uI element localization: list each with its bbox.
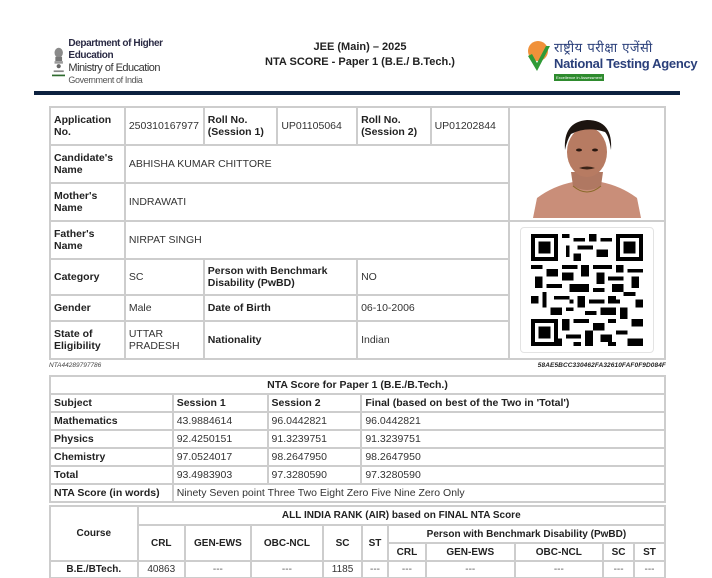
score-header-session1: Session 1 [173, 394, 268, 412]
dob-label: Date of Birth [204, 295, 357, 321]
pwbd-rank-obc-ncl: --- [515, 561, 604, 578]
score-header-final: Final (based on best of the Two in 'Total') [361, 394, 665, 412]
application-no-value: 250310167977 [125, 107, 204, 145]
subject-name: Total [50, 466, 173, 484]
category-label: Category [50, 259, 125, 295]
moe-line-1: Department of Higher Education [68, 38, 163, 61]
photo-cell [509, 107, 665, 221]
mother-name-label: Mother's Name [50, 183, 125, 221]
rank-row [50, 561, 665, 578]
pwbd-header-sc: SC [603, 543, 634, 561]
moe-line-3: Government of India [68, 75, 143, 85]
qr-cell [509, 221, 665, 359]
rank-header-crl: CRL [138, 525, 185, 561]
nta-hindi-name: राष्ट्रीय परीक्षा एजेंसी [554, 41, 653, 56]
all-india-rank-table [49, 505, 666, 578]
pwbd-rank-gen-ews: --- [426, 561, 515, 578]
pwbd-label: Person with Benchmark Disability (PwBD) [204, 259, 357, 295]
nta-logo [527, 38, 698, 82]
pwbd-header-st: ST [634, 543, 665, 561]
final-score: 96.0442821 [361, 412, 665, 430]
candidate-info-table [49, 106, 666, 360]
rank-obc-ncl: --- [251, 561, 323, 578]
reference-codes [49, 362, 666, 372]
document-header [0, 0, 712, 92]
candidate-photo [533, 110, 641, 218]
score-header-subject: Subject [50, 394, 173, 412]
final-score: 98.2647950 [361, 448, 665, 466]
pwbd-rank-st: --- [634, 561, 665, 578]
final-score: 91.3239751 [361, 430, 665, 448]
roll-session2-label: Roll No. (Session 2) [357, 107, 431, 145]
score-in-words-label: NTA Score (in words) [50, 484, 173, 502]
candidate-name-value: ABHISHA KUMAR CHITTORE [125, 145, 510, 183]
pwbd-header-crl: CRL [388, 543, 426, 561]
score-row [50, 430, 665, 448]
final-score: 97.3280590 [361, 466, 665, 484]
roll-session2-value: UP01202844 [431, 107, 510, 145]
qr-frame [520, 227, 654, 353]
session1-score: 43.9884614 [173, 412, 268, 430]
rank-course-header: Course [50, 506, 138, 561]
session2-score: 98.2647950 [268, 448, 362, 466]
pwbd-header-gen-ews: GEN-EWS [426, 543, 515, 561]
rank-gen-ews: --- [185, 561, 251, 578]
score-row [50, 466, 665, 484]
session1-score: 92.4250151 [173, 430, 268, 448]
gender-label: Gender [50, 295, 125, 321]
category-value: SC [125, 259, 204, 295]
score-table-title: NTA Score for Paper 1 (B.E./B.Tech.) [50, 376, 665, 394]
qr-code-icon [531, 234, 643, 346]
rank-sc: 1185 [323, 561, 362, 578]
nta-english-name: National Testing Agency [554, 56, 698, 71]
rank-crl: 40863 [138, 561, 185, 578]
candidate-name-label: Candidate's Name [50, 145, 125, 183]
moe-line-2: Ministry of Education [68, 62, 161, 74]
document-title [250, 40, 470, 70]
application-no-label: Application No. [50, 107, 125, 145]
subject-name: Physics [50, 430, 173, 448]
pwbd-header-obc-ncl: OBC-NCL [515, 543, 604, 561]
gender-value: Male [125, 295, 204, 321]
dob-value: 06-10-2006 [357, 295, 509, 321]
father-name-label: Father's Name [50, 221, 125, 259]
score-in-words-value: Ninety Seven point Three Two Eight Zero Five Nine Zero Only [173, 484, 665, 502]
nta-check-icon [527, 40, 551, 74]
reference-id: NTA44289797786 [49, 362, 102, 369]
subject-name: Chemistry [50, 448, 173, 466]
state-label: State of Eligibility [50, 321, 125, 359]
score-header-session2: Session 2 [268, 394, 362, 412]
subject-name: Mathematics [50, 412, 173, 430]
session2-score: 91.3239751 [268, 430, 362, 448]
national-emblem-icon [52, 42, 65, 82]
score-row [50, 448, 665, 466]
rank-header-st: ST [362, 525, 388, 561]
pwbd-rank-crl: --- [388, 561, 426, 578]
score-title: NTA SCORE - Paper 1 (B.E./ B.Tech.) [265, 56, 455, 68]
nta-score-table [49, 375, 666, 503]
pwbd-value: NO [357, 259, 509, 295]
session2-score: 96.0442821 [268, 412, 362, 430]
header-divider [34, 91, 680, 95]
pwbd-rank-sc: --- [603, 561, 634, 578]
rank-table-title: ALL INDIA RANK (AIR) based on FINAL NTA Score [138, 506, 665, 525]
rank-header-gen-ews: GEN-EWS [185, 525, 251, 561]
session1-score: 93.4983903 [173, 466, 268, 484]
pwbd-rank-header: Person with Benchmark Disability (PwBD) [388, 525, 665, 543]
rank-st: --- [362, 561, 388, 578]
roll-session1-value: UP01105064 [277, 107, 357, 145]
nta-tagline: Excellence in Assessment [556, 75, 603, 80]
ministry-of-education-logo [52, 38, 187, 86]
score-row [50, 412, 665, 430]
mother-name-value: INDRAWATI [125, 183, 510, 221]
nationality-value: Indian [357, 321, 509, 359]
state-value: UTTAR PRADESH [125, 321, 204, 359]
father-name-value: NIRPAT SINGH [125, 221, 510, 259]
session1-score: 97.0524017 [173, 448, 268, 466]
session2-score: 97.3280590 [268, 466, 362, 484]
nationality-label: Nationality [204, 321, 357, 359]
rank-header-sc: SC [323, 525, 362, 561]
rank-header-obc-ncl: OBC-NCL [251, 525, 323, 561]
roll-session1-label: Roll No. (Session 1) [204, 107, 278, 145]
verification-hash: 58AE5BCC330462FA32610FAF0F9D084F [537, 362, 666, 369]
exam-title: JEE (Main) – 2025 [313, 41, 407, 53]
course-name: B.E./BTech. [50, 561, 138, 578]
